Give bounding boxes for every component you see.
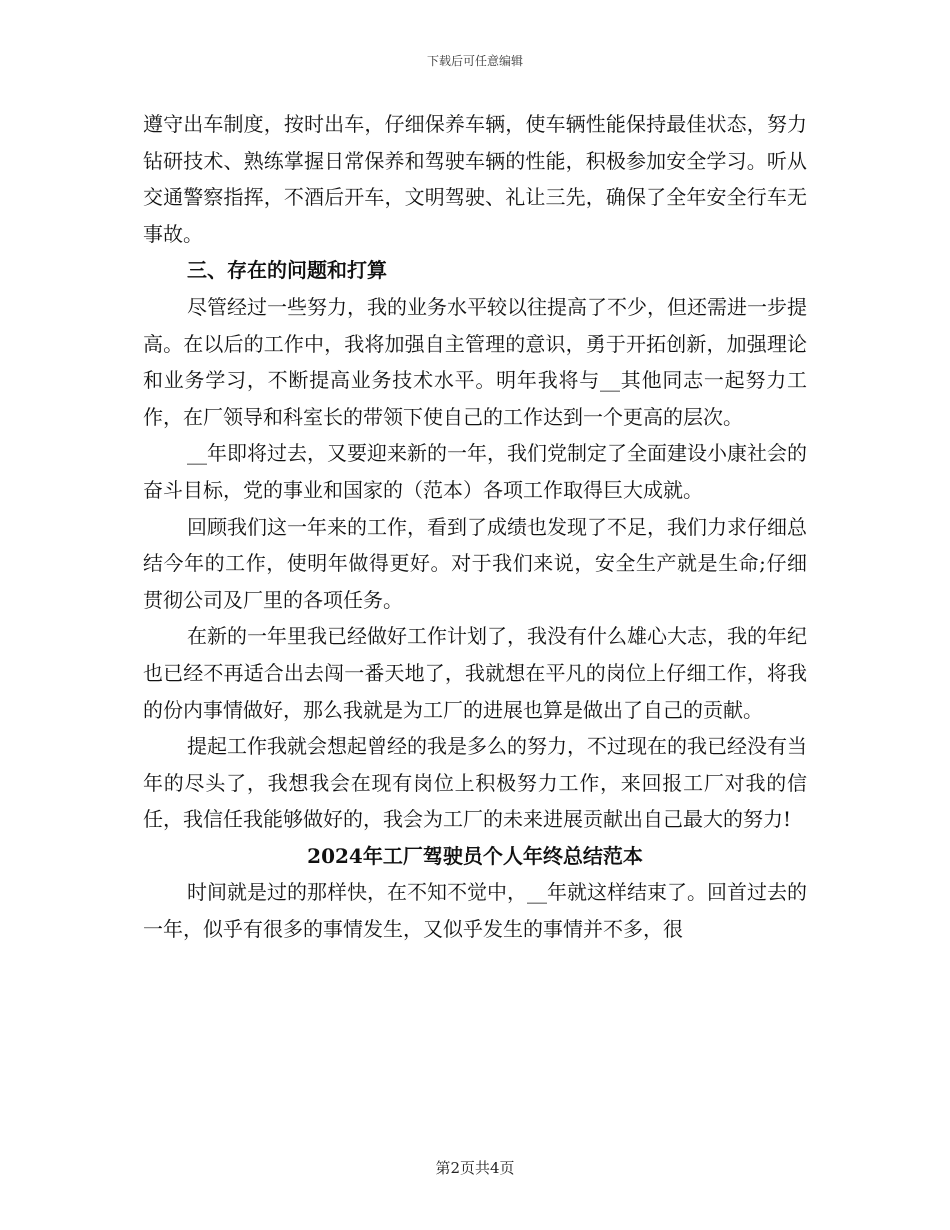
paragraph: 尽管经过一些努力，我的业务水平较以往提高了不少，但还需进一步提高。在以后的工作中，我将加强自主管理的意识，勇于开拓创新，加强理论和业务学习，不断提高业务技术水平。明年我将与__其他同志一起努力工作，在厂领导和科室长的带领下使自己的工作达到一个更高的层次。	[143, 294, 807, 429]
section-heading: 三、存在的问题和打算	[187, 258, 387, 283]
paragraph: 提起工作我就会想起曾经的我是多么的努力，不过现在的我已经没有当年的尽头了，我想我会在现有岗位上积极努力工作，来回报工厂对我的信任，我信任我能够做好的，我会为工厂的未来进展贡献出自己最大的努力!	[143, 734, 807, 832]
paragraph: 时间就是过的那样快，在不知不觉中，__年就这样结束了。回首过去的一年，似乎有很多的事情发生，又似乎发生的事情并不多，很	[143, 880, 807, 942]
paragraph: __年即将过去，又要迎来新的一年，我们党制定了全面建设小康社会的奋斗目标，党的事业和国家的（范本）各项工作取得巨大成就。	[143, 441, 807, 502]
paragraph: 回顾我们这一年来的工作，看到了成绩也发现了不足，我们力求仔细总结今年的工作，使明年做得更好。对于我们来说，安全生产就是生命;仔细贯彻公司及厂里的各项任务。	[143, 514, 807, 612]
page-header: 下载后可任意编辑	[426, 54, 523, 68]
paragraph: 遵守出车制度，按时出车，仔细保养车辆，使车辆性能保持最佳状态，努力钻研技术、熟练掌握日常保养和驾驶车辆的性能，积极参加安全学习。听从交通警察指挥，不酒后开车，文明驾驶、礼让三先，确保了全年安全行车无事故。	[143, 112, 807, 246]
document-body	[143, 106, 807, 948]
document-title: 2024年工厂驾驶员个人年终总结范本	[307, 843, 643, 868]
page-footer: 第2页共4页	[435, 1159, 515, 1177]
paragraph: 在新的一年里我已经做好工作计划了，我没有什么雄心大志，我的年纪也已经不再适合出去闯一番天地了，我就想在平凡的岗位上仔细工作，将我的份内事情做好，那么我就是为工厂的进展也算是做出了自己的贡献。	[143, 624, 807, 722]
